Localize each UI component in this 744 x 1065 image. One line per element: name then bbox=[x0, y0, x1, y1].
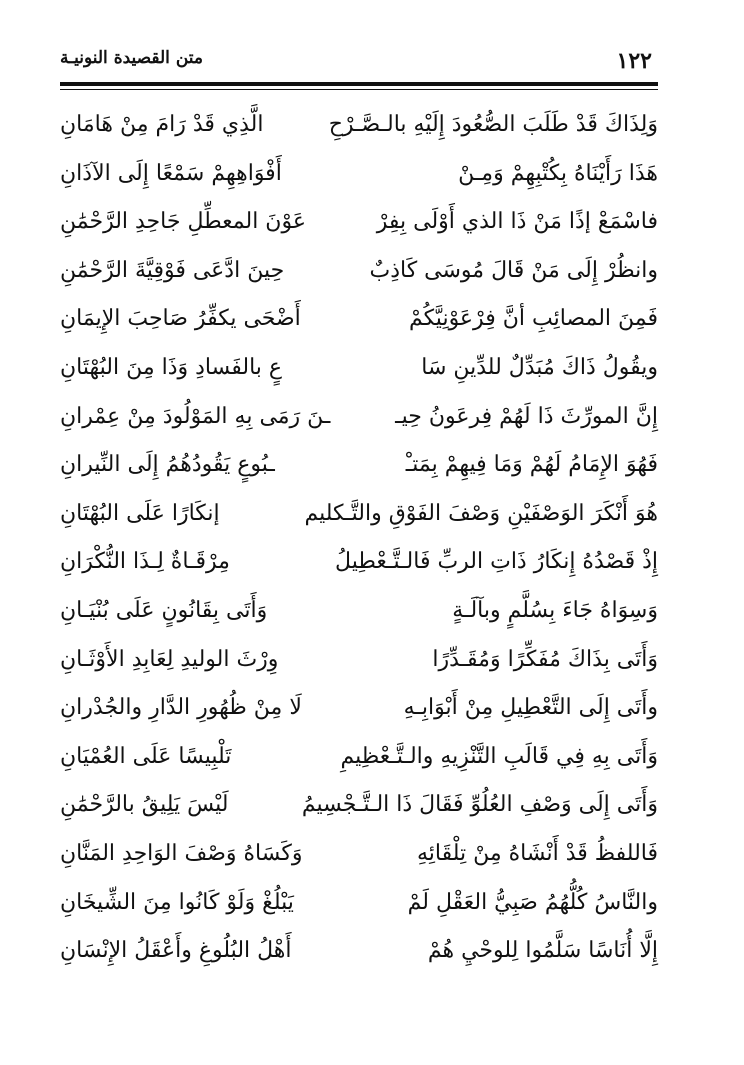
verse-first-hemistich: وَأَتَى إِلَى وَصْفِ العُلُوِّ فَقَالَ ذَا الـتَّـجْسِيمُ bbox=[301, 792, 658, 818]
verse-second-hemistich: لَيْسَ يَلِيقُ بالرَّحْمَٰنِ bbox=[60, 792, 229, 818]
verse-second-hemistich: ـبُوعٍ يَقُودُهُمُ إِلَى النِّيرانِ bbox=[60, 452, 275, 478]
verse-second-hemistich: ـنَ رَمَى بِهِ المَوْلُودَ مِنْ عِمْرانِ bbox=[60, 403, 331, 429]
verse-second-hemistich: حِينَ ادَّعَى فَوْقِيَّةَ الرَّحْمَٰنِ bbox=[60, 257, 285, 283]
verse-line bbox=[60, 930, 658, 979]
verse-first-hemistich: إِلَّا أُنَاسًا سَلَّمُوا لِلوحْيِ هُمْ bbox=[427, 938, 658, 964]
verse-first-hemistich: وَلِذَاكَ قَدْ طَلَبَ الصُّعُودَ إِلَيْهِ بالـصَّـرْحِ bbox=[328, 112, 658, 137]
verse-first-hemistich: وأَتَى إِلَى التَّعْطِيلِ مِنْ أَبْوَابِـهِ bbox=[403, 695, 658, 721]
verse-first-hemistich: إِذْ قَصْدُهُ إِنكَارُ ذَاتِ الربِّ فَالـتَّـعْطِيلُ bbox=[335, 549, 658, 575]
verse-second-hemistich: أَضْحَى يكفِّرُ صَاحِبَ الإِيمَانِ bbox=[60, 306, 301, 332]
verse-second-hemistich: أَفْوَاهِهِمْ سَمْعًا إِلَى الآذَانِ bbox=[60, 160, 282, 186]
poem-body bbox=[60, 104, 658, 979]
verse-first-hemistich: وَأَتَى بِذَاكَ مُفَكِّرًا وَمُقَـدِّرًا bbox=[432, 646, 658, 672]
verse-line bbox=[60, 444, 658, 493]
verse-first-hemistich: فَمِنَ المصائِبِ أنَّ فِرْعَوْنِيَّكُمْ bbox=[409, 306, 658, 332]
verse-second-hemistich: الَّذِي قَدْ رَامَ مِنْ هَامَانِ bbox=[60, 112, 264, 137]
verse-line bbox=[60, 104, 658, 153]
verse-line bbox=[60, 298, 658, 347]
verse-second-hemistich: عَوْنَ المعطِّلِ جَاحِدِ الرَّحْمَٰنِ bbox=[60, 209, 306, 235]
verse-first-hemistich: فَاللفظُ قَدْ أَنْشَاهُ مِنْ تِلْقَائِهِ bbox=[416, 840, 658, 866]
verse-first-hemistich: فَهُوَ الإِمَامُ لَهُمْ وَمَا فِيهِمْ بِمَتـْ bbox=[405, 452, 658, 478]
verse-second-hemistich: وَأَتَى بِقَانُونٍ عَلَى بُنْيَـانِ bbox=[60, 597, 268, 623]
verse-line bbox=[60, 201, 658, 250]
verse-second-hemistich: مِرْقَـاةٌ لِـذَا النُّكْرَانِ bbox=[60, 549, 230, 575]
verse-first-hemistich: ويقُولُ ذَاكَ مُبَدِّلٌ للدِّينِ سَا bbox=[421, 354, 658, 380]
verse-second-hemistich: يَبْلُغْ وَلَوْ كَانُوا مِنَ الشِّيخَانِ bbox=[60, 889, 294, 915]
verse-line bbox=[60, 493, 658, 542]
verse-second-hemistich: وِرْثَ الوليدِ لِعَابِدِ الأَوْثَـانِ bbox=[60, 646, 279, 672]
verse-second-hemistich: وَكَسَاهُ وَصْفَ الوَاحِدِ المَنَّانِ bbox=[60, 840, 303, 866]
header-rule-thick bbox=[60, 82, 658, 86]
verse-line bbox=[60, 250, 658, 299]
verse-first-hemistich: وَسِوَاهُ جَاءَ بِسُلَّمٍ وبآلَـةٍ bbox=[452, 597, 658, 623]
verse-first-hemistich: إِنَّ المورِّثَ ذَا لَهُمْ فِرعَونُ حِيـ bbox=[395, 403, 658, 429]
header-book-title: متن القصيدة النونيـة bbox=[60, 48, 203, 68]
verse-line bbox=[60, 153, 658, 202]
verse-line bbox=[60, 541, 658, 590]
verse-second-hemistich: لَا مِنْ ظُهُورِ الدَّارِ والجُدْرانِ bbox=[60, 695, 302, 721]
verse-second-hemistich: إنكَارًا عَلَى البُهْتَانِ bbox=[60, 500, 220, 526]
verse-first-hemistich: وَأَتَى بِهِ فِي قَالَبِ التَّنْزِيهِ والـتَّـعْظِيمِ bbox=[340, 743, 658, 769]
verse-first-hemistich: وانظُرْ إِلَى مَنْ قَالَ مُوسَى كَاذِبٌ bbox=[369, 257, 658, 283]
verse-line bbox=[60, 347, 658, 396]
verse-line bbox=[60, 639, 658, 688]
verse-first-hemistich: فاسْمَعْ إذًا مَنْ ذَا الذي أَوْلَى بِفِرْ bbox=[376, 209, 658, 235]
verse-line bbox=[60, 736, 658, 785]
verse-second-hemistich: أَهْلُ البُلُوغِ وأَعْقَلُ الإِنْسَانِ bbox=[60, 938, 292, 964]
header-rule-thin bbox=[60, 89, 658, 90]
page-header bbox=[60, 44, 658, 80]
verse-line bbox=[60, 590, 658, 639]
verse-line bbox=[60, 784, 658, 833]
verse-line bbox=[60, 882, 658, 931]
page-number: ١٢٢ bbox=[616, 48, 652, 74]
verse-first-hemistich: والنَّاسُ كُلُّهُمُ صَبِيُّ العَقْلِ لَمْ bbox=[407, 889, 658, 915]
verse-line bbox=[60, 833, 658, 882]
verse-second-hemistich: عٍ بالفَسادِ وَذَا مِنَ البُهْتَانِ bbox=[60, 354, 283, 380]
verse-line bbox=[60, 396, 658, 445]
verse-first-hemistich: هَذَا رَأَيْنَاهُ بِكُتْبِهِمْ وَمِـنْ bbox=[458, 160, 658, 186]
verse-line bbox=[60, 687, 658, 736]
verse-second-hemistich: تَلْبِيسًا عَلَى العُمْيَانِ bbox=[60, 743, 232, 769]
verse-first-hemistich: هُوَ أَنْكَرَ الوَصْفَيْنِ وَصْفَ الفَوْقِ والتَّـكليم bbox=[304, 500, 658, 526]
